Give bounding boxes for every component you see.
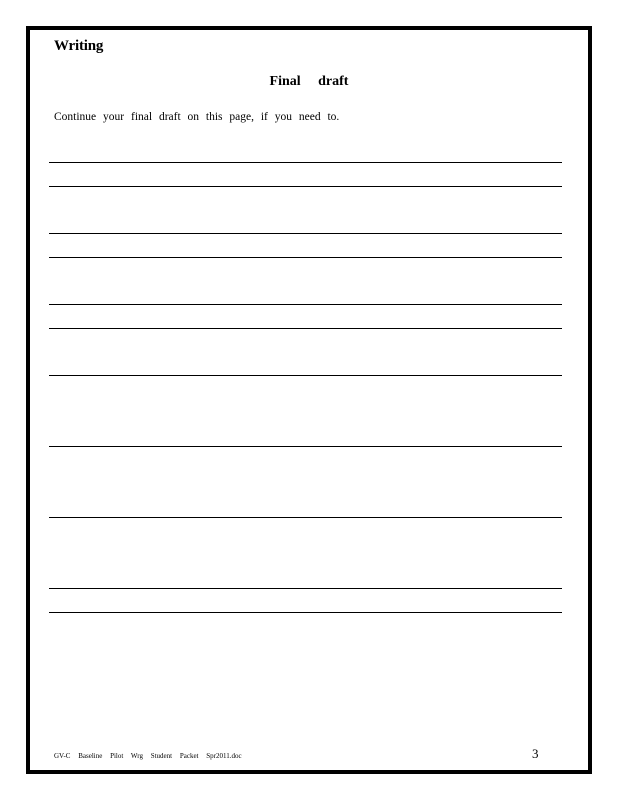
writing-line <box>49 517 562 518</box>
writing-line <box>49 446 562 447</box>
page-border <box>26 26 592 774</box>
writing-line <box>49 612 562 613</box>
writing-line <box>49 588 562 589</box>
footer-text: GV-C Baseline Pilot Wrg Student Packet Spr2011.doc <box>54 752 242 760</box>
instructions-text: Continue your final draft on this page, if you need to. <box>54 111 340 123</box>
writing-line <box>49 233 562 234</box>
page-title: Final draft <box>269 74 349 89</box>
writing-line <box>49 375 562 376</box>
writing-line <box>49 304 562 305</box>
writing-line <box>49 162 562 163</box>
section-label: Writing <box>54 38 104 54</box>
writing-line <box>49 257 562 258</box>
page-number: 3 <box>532 746 539 761</box>
writing-line <box>49 186 562 187</box>
writing-line <box>49 328 562 329</box>
